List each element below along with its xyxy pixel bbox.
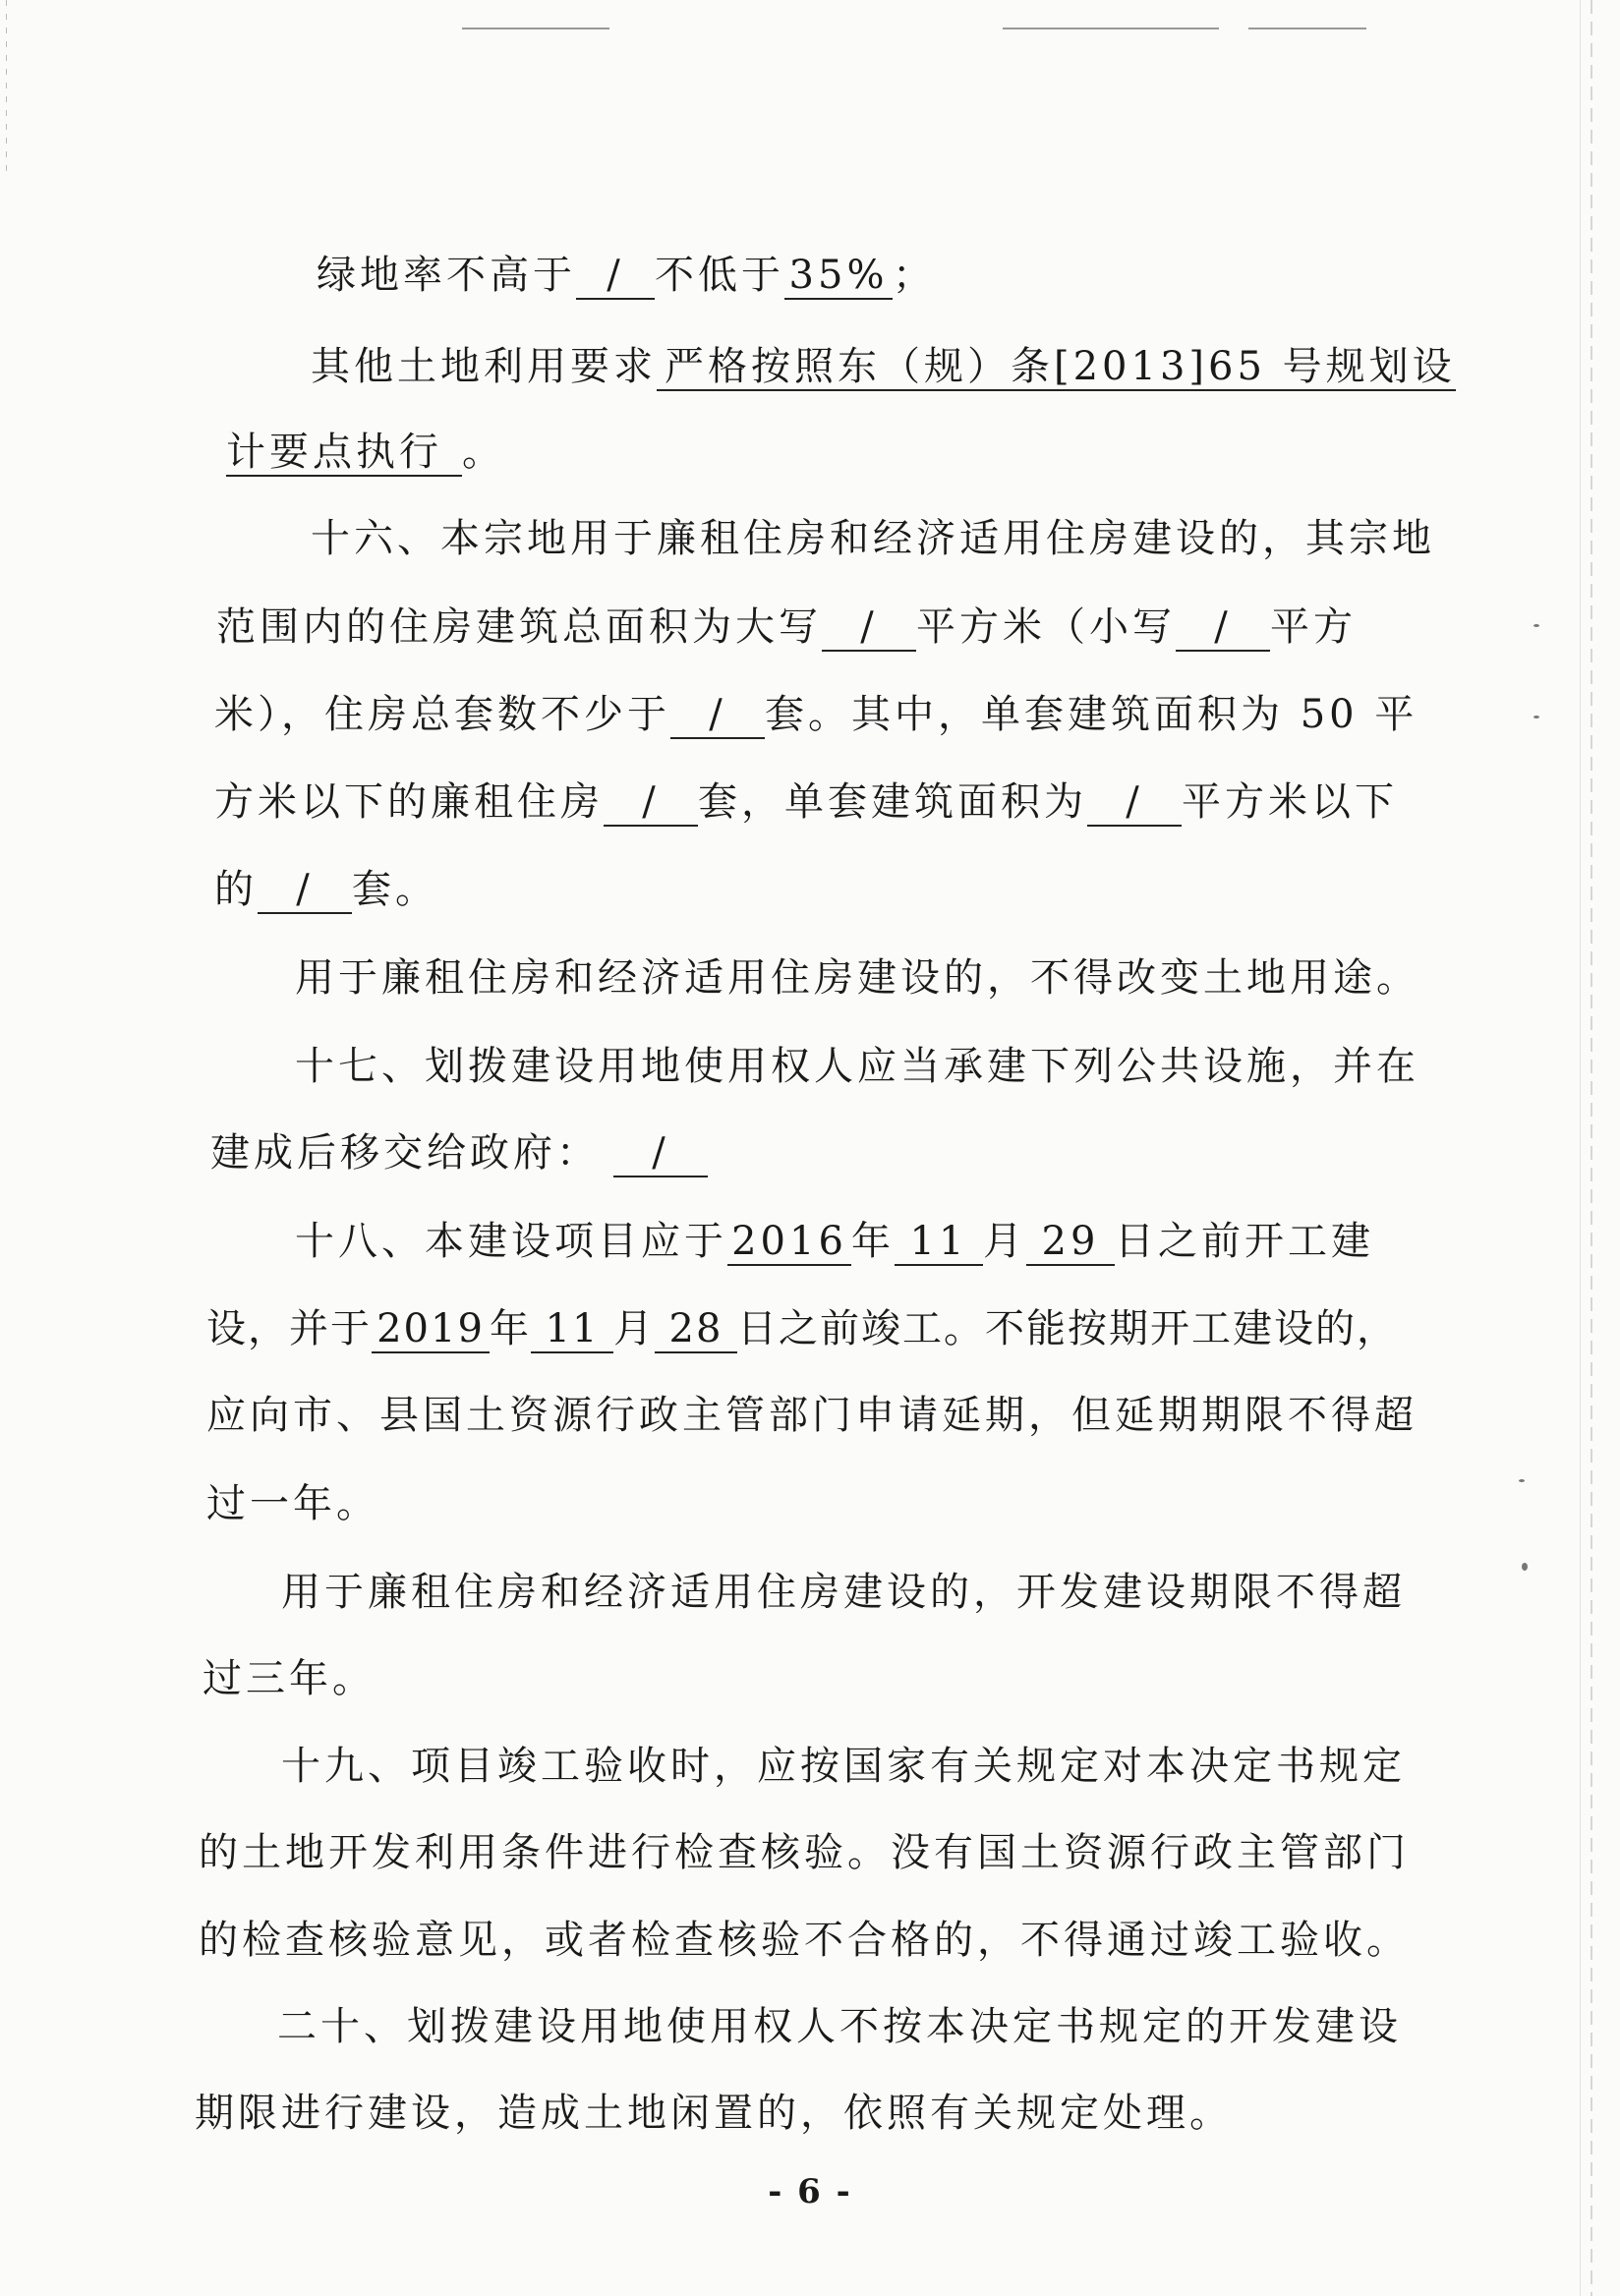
- clause18-line4: 过一年。: [206, 1481, 379, 1526]
- clause18-line2: [206, 1299, 1398, 1358]
- clause16-line2: [216, 598, 1357, 657]
- scan-edge-artifact: [1580, 0, 1581, 2296]
- clause18-start-year: 2016: [727, 1219, 851, 1266]
- clause17-line1: 十七、划拨建设用地使用权人应当承建下列公共设施，并在: [295, 1044, 1419, 1089]
- clause17-handover-label: 建成后移交给政府：: [210, 1130, 600, 1176]
- clause16-lowrent-label: 方米以下的廉租住房: [214, 779, 604, 825]
- green-rate-label-max: 绿地率不高于: [317, 253, 576, 298]
- clause17-line2: [210, 1123, 708, 1182]
- clause16-of-label: 的: [214, 867, 258, 912]
- scan-top-rule: [1248, 28, 1366, 29]
- clause19-line2: 的土地开发利用条件进行检查核验。没有国土资源行政主管部门: [199, 1830, 1410, 1875]
- other-requirement-value: 严格按照东（规）条[2013]65 号规划设: [657, 344, 1456, 391]
- clause16-other-units: /: [258, 867, 352, 914]
- clause18-month-label: 月: [983, 1219, 1026, 1264]
- clause16-total-units: /: [670, 692, 765, 739]
- clause16-note: 用于廉租住房和经济适用住房建设的，不得改变土地用途。: [295, 955, 1419, 1001]
- green-rate-end: ；: [893, 253, 936, 298]
- clause16-units-label: 米），住房总套数不少于: [214, 692, 670, 737]
- green-rate-line: [317, 246, 936, 305]
- clause16-units-text: 套。其中，单套建筑面积为 50 平: [765, 692, 1418, 737]
- clause20-line2: 期限进行建设，造成土地闲置的，依照有关规定处理。: [195, 2091, 1233, 2136]
- clause18-finish-label: 设，并于: [206, 1306, 372, 1351]
- green-rate-label-min: 不低于: [655, 253, 784, 298]
- clause18-finish-text: 日之前竣工。不能按期开工建设的，: [737, 1306, 1398, 1351]
- clause16-line3: [214, 685, 1418, 744]
- clause18-year-label-2: 年: [490, 1306, 531, 1351]
- page-number: - 6 -: [768, 2172, 852, 2211]
- clause16-line5: [214, 860, 438, 919]
- clause18-end-day: 28: [655, 1306, 737, 1353]
- other-requirement-value-cont: 计要点执行: [226, 430, 462, 477]
- scan-edge-artifact: [6, 0, 7, 177]
- clause16-sets-label: 套。: [352, 867, 438, 912]
- clause16-total-area-upper: /: [822, 604, 916, 652]
- clause17-facilities-value: /: [613, 1130, 708, 1177]
- clause18-line3: 应向市、县国土资源行政主管部门申请延期，但延期期限不得超: [206, 1393, 1418, 1438]
- clause19-line3: 的检查核验意见，或者检查核验不合格的，不得通过竣工验收。: [199, 1918, 1410, 1963]
- green-rate-max-value: /: [576, 253, 655, 300]
- clause18-start-day: 29: [1026, 1219, 1115, 1266]
- clause16-lowrent-units: /: [604, 779, 698, 827]
- other-requirement-label: 其他土地利用要求: [311, 344, 657, 389]
- clause16-total-area-lower: /: [1176, 604, 1270, 652]
- clause19-line1: 十九、项目竣工验收时，应按国家有关规定对本决定书规定: [281, 1744, 1406, 1789]
- other-requirement-end: 。: [462, 430, 505, 475]
- clause16-line4: [214, 773, 1398, 832]
- green-rate-min-value: 35%: [784, 253, 893, 300]
- clause18-note-line2: 过三年。: [202, 1656, 376, 1701]
- scan-speck: [1519, 1479, 1525, 1482]
- clause16-total-area-label: 范围内的住房建筑总面积为大写: [216, 604, 822, 650]
- other-requirement-line1: [311, 337, 1456, 396]
- clause18-end-year: 2019: [372, 1306, 490, 1353]
- clause20-line1: 二十、划拨建设用地使用权人不按本决定书规定的开发建设: [277, 2004, 1402, 2049]
- clause18-note-line1: 用于廉租住房和经济适用住房建设的，开发建设期限不得超: [281, 1570, 1406, 1615]
- clause16-unit-area: /: [1087, 779, 1182, 827]
- clause18-line1: [295, 1212, 1374, 1271]
- clause18-start-label: 十八、本建设项目应于: [295, 1219, 727, 1264]
- clause16-lower-label: 平方米（小写: [916, 604, 1176, 650]
- scan-top-rule: [1003, 28, 1219, 29]
- clause16-line1: 十六、本宗地用于廉租住房和经济适用住房建设的，其宗地: [311, 516, 1435, 561]
- clause18-start-text: 日之前开工建: [1115, 1219, 1374, 1264]
- scan-top-rule: [462, 28, 609, 29]
- clause18-end-month: 11: [531, 1306, 613, 1353]
- scan-speck: [1533, 624, 1539, 627]
- other-requirement-line2: [226, 423, 505, 482]
- scan-speck: [1533, 716, 1539, 718]
- scan-edge-artifact: [1591, 0, 1592, 2296]
- clause18-start-month: 11: [895, 1219, 983, 1266]
- clause18-year-label: 年: [851, 1219, 895, 1264]
- scan-speck: [1522, 1563, 1528, 1571]
- clause16-unit-area-label: 套，单套建筑面积为: [698, 779, 1087, 825]
- clause18-month-label-2: 月: [613, 1306, 655, 1351]
- clause16-unit: 平方: [1270, 604, 1357, 650]
- clause16-below-label: 平方米以下: [1182, 779, 1398, 825]
